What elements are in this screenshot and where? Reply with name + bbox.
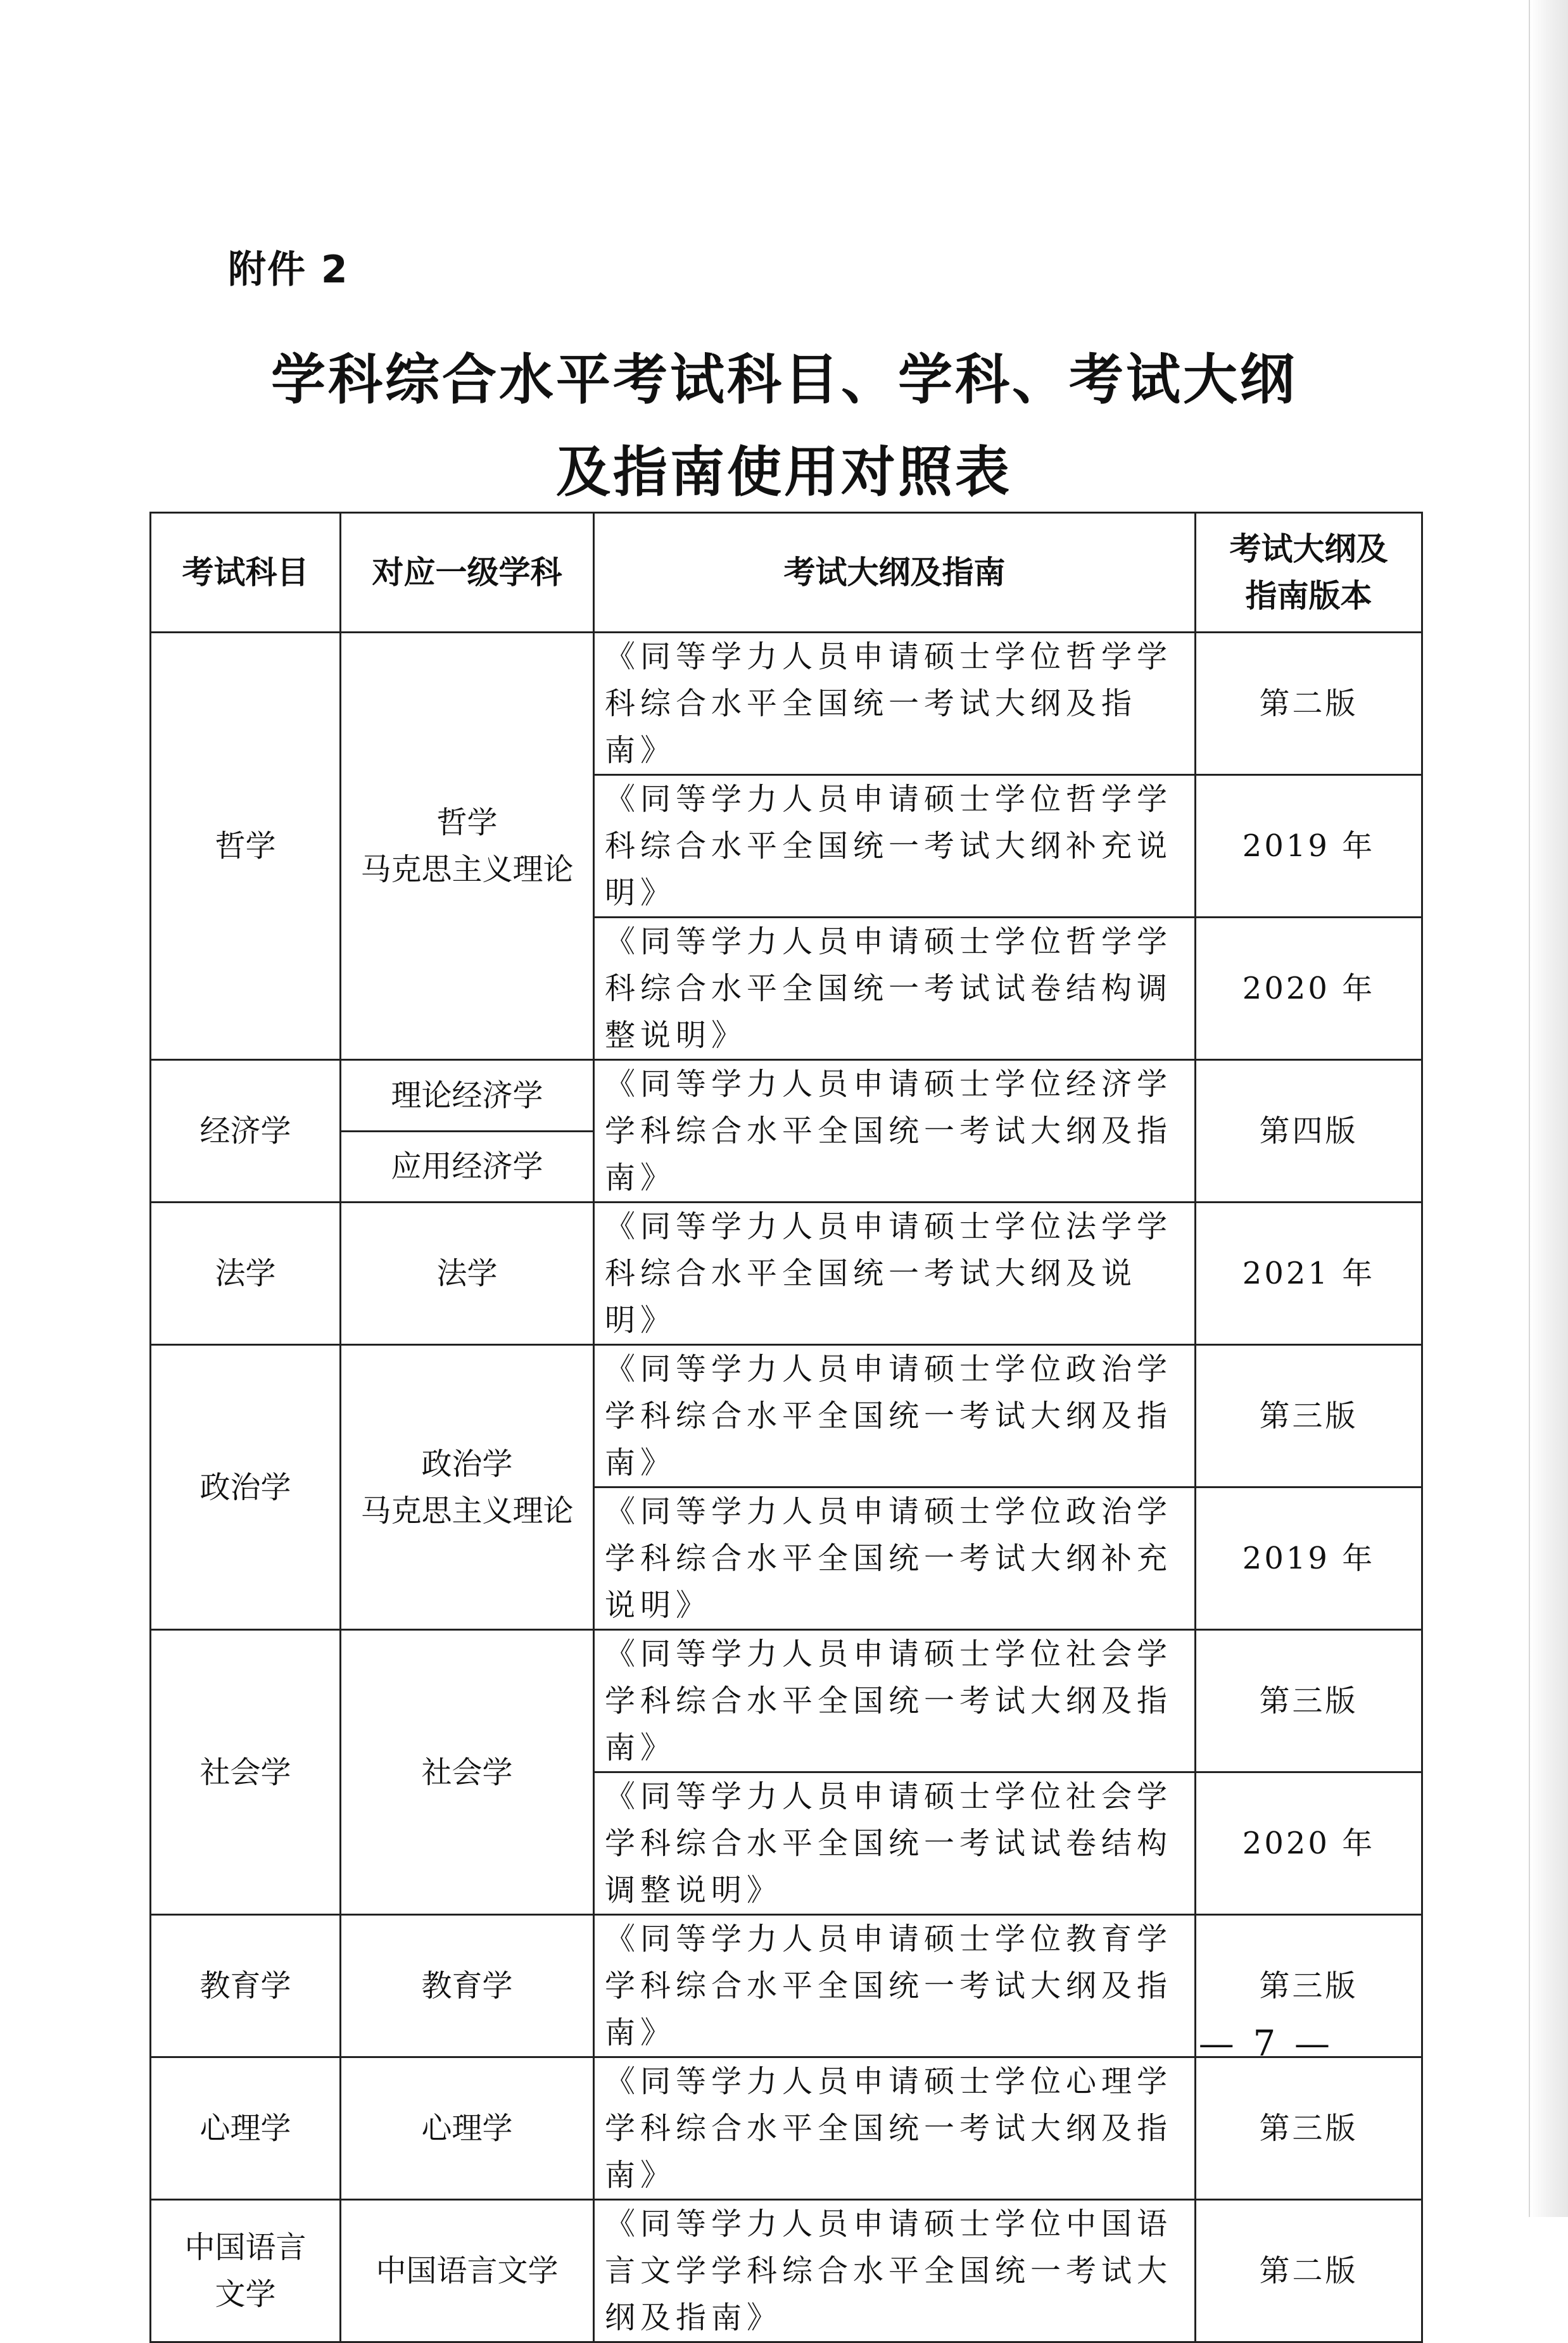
cell-version: 第三版 <box>1196 1915 1422 2057</box>
page-title-line-1: 学科综合水平考试科目、学科、考试大纲 <box>271 348 1297 412</box>
cell-discipline: 理论经济学 <box>341 1060 594 1132</box>
cell-version: 2019 年 <box>1196 1487 1422 1630</box>
cell-version: 第三版 <box>1196 2057 1422 2200</box>
header-subject: 考试科目 <box>151 513 341 633</box>
cell-discipline: 应用经济学 <box>341 1131 594 1203</box>
cell-discipline: 心理学 <box>341 2057 594 2200</box>
cell-guide: 《同等学力人员申请硕士学位哲学学科综合水平全国统一考试大纲补充说明》 <box>594 775 1196 918</box>
cell-subject: 经济学 <box>151 1060 341 1203</box>
cell-subject: 社会学 <box>151 1630 341 1915</box>
cell-guide: 《同等学力人员申请硕士学位社会学学科综合水平全国统一考试大纲及指南》 <box>594 1630 1196 1772</box>
cell-guide: 《同等学力人员申请硕士学位社会学学科综合水平全国统一考试试卷结构调整说明》 <box>594 1772 1196 1915</box>
table-row <box>151 1630 1422 1772</box>
header-version: 考试大纲及指南版本 <box>1196 513 1422 633</box>
cell-guide: 《同等学力人员申请硕士学位法学学科综合水平全国统一考试大纲及说明》 <box>594 1203 1196 1345</box>
cell-version: 第四版 <box>1196 1060 1422 1203</box>
cell-guide: 《同等学力人员申请硕士学位经济学学科综合水平全国统一考试大纲及指南》 <box>594 1060 1196 1203</box>
cell-version: 第三版 <box>1196 1630 1422 1772</box>
cell-guide: 《同等学力人员申请硕士学位哲学学科综合水平全国统一考试大纲及指南》 <box>594 633 1196 775</box>
table-row <box>151 1060 1422 1132</box>
cell-version: 2020 年 <box>1196 918 1422 1060</box>
table-row <box>151 1203 1422 1345</box>
cell-version: 第三版 <box>1196 1345 1422 1487</box>
cell-guide: 《同等学力人员申请硕士学位政治学学科综合水平全国统一考试大纲补充说明》 <box>594 1487 1196 1630</box>
header-discipline: 对应一级学科 <box>341 513 594 633</box>
cell-subject: 哲学 <box>151 633 341 1060</box>
page-title-line-2: 及指南使用对照表 <box>556 441 1012 504</box>
table-row <box>151 633 1422 775</box>
table-row <box>151 1345 1422 1487</box>
cell-guide: 《同等学力人员申请硕士学位政治学学科综合水平全国统一考试大纲及指南》 <box>594 1345 1196 1487</box>
cell-discipline: 教育学 <box>341 1915 594 2057</box>
cell-subject: 教育学 <box>151 1915 341 2057</box>
cell-subject: 中国语言文学 <box>151 2200 341 2342</box>
cell-discipline: 中国语言文学 <box>341 2200 594 2342</box>
comparison-table <box>149 512 1423 2343</box>
cell-guide: 《同等学力人员申请硕士学位中国语言文学学科综合水平全国统一考试大纲及指南》 <box>594 2200 1196 2342</box>
cell-guide: 《同等学力人员申请硕士学位哲学学科综合水平全国统一考试试卷结构调整说明》 <box>594 918 1196 1060</box>
cell-guide: 《同等学力人员申请硕士学位教育学学科综合水平全国统一考试大纲及指南》 <box>594 1915 1196 2057</box>
cell-version: 2019 年 <box>1196 775 1422 918</box>
cell-discipline: 法学 <box>341 1203 594 1345</box>
cell-guide: 《同等学力人员申请硕士学位心理学学科综合水平全国统一考试大纲及指南》 <box>594 2057 1196 2200</box>
cell-discipline: 哲学 马克思主义理论 <box>341 633 594 1060</box>
table-row <box>151 2057 1422 2200</box>
cell-version: 2020 年 <box>1196 1772 1422 1915</box>
cell-subject: 心理学 <box>151 2057 341 2200</box>
table-header-row <box>151 513 1422 633</box>
cell-discipline: 社会学 <box>341 1630 594 1915</box>
cell-version: 第二版 <box>1196 633 1422 775</box>
cell-subject: 法学 <box>151 1203 341 1345</box>
cell-version: 2021 年 <box>1196 1203 1422 1345</box>
table-row <box>151 2200 1422 2342</box>
header-guide: 考试大纲及指南 <box>594 513 1196 633</box>
cell-version: 第二版 <box>1196 2200 1422 2342</box>
scan-page-edge <box>1530 0 1568 2217</box>
attachment-label: 附件 2 <box>228 248 349 292</box>
cell-discipline: 政治学 马克思主义理论 <box>341 1345 594 1630</box>
cell-subject: 政治学 <box>151 1345 341 1630</box>
page-number: — 7 — <box>1198 2023 1334 2064</box>
